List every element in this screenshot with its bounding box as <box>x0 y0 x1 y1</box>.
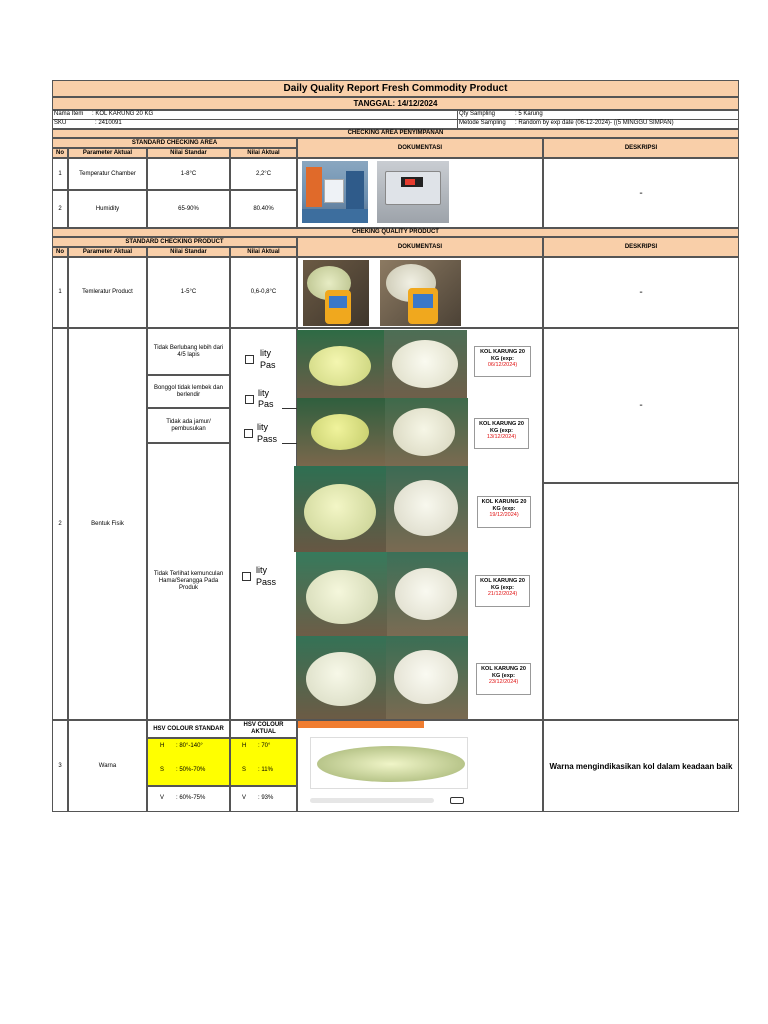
s1-row2-no: 2 <box>52 190 68 228</box>
sample-label-3-date: 19/12/2024) <box>489 512 519 518</box>
thermometer-photo-2 <box>380 260 461 326</box>
s1-row2-std: 65-90% <box>147 190 230 228</box>
s1-row1-no: 1 <box>52 158 68 190</box>
report-date: TANGGAL: 14/12/2024 <box>52 97 739 110</box>
section1-col-std: Nilai Standar <box>147 148 230 158</box>
section1-header: CHECKING AREA PENYIMPANAN <box>52 129 739 138</box>
hsv-act-v-key: V <box>242 795 247 801</box>
s2-row2-no: 2 <box>52 328 68 720</box>
cabbage-photo-2a <box>297 398 385 466</box>
s2-row1-desc: - <box>543 257 739 328</box>
battery-icon <box>450 797 464 804</box>
cabbage-icon <box>309 346 371 386</box>
hsv-std-s-val: : 50%-70% <box>176 767 206 773</box>
hsv-std-v-val: : 60%-75% <box>176 795 206 801</box>
metode-value: : Random by exp date (06-12-2024)- ((5 MINGGU SIMPAN) <box>515 120 674 126</box>
chamber-floor <box>302 209 368 223</box>
s1-row2-param: Humidity <box>68 190 147 228</box>
actual-column <box>230 328 297 720</box>
sample-label-1 <box>474 346 531 377</box>
section2-subheader: STANDARD CHECKING PRODUCT <box>52 237 297 247</box>
pass-text-2b: Pas <box>258 399 274 409</box>
thermometer-display <box>329 296 347 308</box>
pass-checkbox-1[interactable] <box>245 355 254 364</box>
pass-underline-3 <box>282 443 297 444</box>
section1-desc-header: DESKRIPSI <box>543 138 739 158</box>
s2-row2-param: Bentuk Fisik <box>68 328 147 720</box>
s2-row3-desc: Warna mengindikasikan kol dalam keadaan baik <box>543 720 739 812</box>
cabbage-icon <box>304 484 376 540</box>
sku-value: : 2410091 <box>95 120 122 126</box>
sample-label-4-date: 21/12/2024) <box>487 591 518 597</box>
sample-label-3 <box>477 496 531 528</box>
section1-col-no: No <box>52 148 68 158</box>
section2-col-no: No <box>52 247 68 257</box>
hsv-std-h-val: : 80°-140° <box>176 743 203 749</box>
sample-label-2-name: KOL KARUNG 20 KG (exp: <box>479 421 524 434</box>
s1-row1-act: 2,2°C <box>230 158 297 190</box>
pass-text-1a: lity <box>260 348 271 358</box>
hsv-act-h-key: H <box>242 743 247 749</box>
sample-label-2 <box>474 418 529 449</box>
thermohygrometer-device <box>324 179 344 203</box>
cabbage-icon <box>311 414 369 450</box>
controller-led <box>405 179 415 185</box>
cabbage-photo-4a <box>296 552 387 636</box>
section1-col-act: Nilai Aktual <box>230 148 297 158</box>
controller-photo <box>377 161 449 223</box>
s2-row3-no: 3 <box>52 720 68 812</box>
cabbage-icon <box>317 746 465 782</box>
hsv-act-v-val: : 93% <box>258 795 274 801</box>
section1-col-param: Parameter Aktual <box>68 148 147 158</box>
sample-label-3-name: KOL KARUNG 20 KG (exp: <box>481 499 527 512</box>
cabbage-icon <box>306 652 376 706</box>
cabbage-photo-4b <box>387 552 468 636</box>
std-item-3: Tidak ada jamur/ pembusukan <box>147 408 230 443</box>
hsv-act-s-val: : 11% <box>258 767 273 773</box>
pass-text-4b: Pass <box>256 577 277 587</box>
s2-row1-act: 0,6-0,8°C <box>230 257 297 328</box>
thermometer-photo-1 <box>303 260 369 326</box>
pass-text-3b: Pass <box>257 434 278 444</box>
cabbage-icon <box>394 650 458 704</box>
chamber-shelf-orange <box>306 167 322 207</box>
s1-row1-param: Temperatur Chamber <box>68 158 147 190</box>
sample-label-1-date: 06/12/2024) <box>487 362 518 368</box>
report-title: Daily Quality Report Fresh Commodity Product <box>52 80 739 97</box>
s1-row2-act: 80.40% <box>230 190 297 228</box>
cabbage-photo-5b <box>386 636 468 719</box>
hsv-std-h-key: H <box>160 743 165 749</box>
hsv-app-photo <box>310 737 468 789</box>
cabbage-icon <box>393 408 455 456</box>
hsv-app-slider[interactable] <box>310 798 434 803</box>
section1-doc-header: DOKUMENTASI <box>297 138 543 158</box>
section1-subheader: STANDARD CHECKING AREA <box>52 138 297 148</box>
sample-label-1-name: KOL KARUNG 20 KG (exp: <box>480 349 525 362</box>
pass-checkbox-4[interactable] <box>242 572 251 581</box>
s1-desc: - <box>543 158 739 228</box>
s2-row2-desc: - <box>543 328 739 483</box>
pass-text-2a: lity <box>258 388 269 398</box>
pass-checkbox-2[interactable] <box>245 395 254 404</box>
s1-row1-std: 1-8°C <box>147 158 230 190</box>
qty-label: Qty Sampling <box>459 111 496 117</box>
pass-text-4a: lity <box>256 565 267 575</box>
nama-item-value: : KOL KARUNG 20 KG <box>92 111 154 117</box>
sample-label-5-date: 23/12/2024) <box>488 679 519 685</box>
chamber-photo <box>302 161 368 223</box>
nama-item-label: Nama Item <box>54 111 84 117</box>
section2-doc-header: DOKUMENTASI <box>297 237 543 257</box>
hsv-std-s-key: S <box>160 767 165 773</box>
cabbage-photo-5a <box>296 636 386 719</box>
section2-header: CHEKING QUALITY PRODUCT <box>52 228 739 237</box>
s2-row3-param: Warna <box>68 720 147 812</box>
pass-text-1b: Pas <box>260 360 276 370</box>
cabbage-photo-1a <box>297 330 384 398</box>
cabbage-icon <box>394 480 458 536</box>
thermometer-display <box>413 294 433 308</box>
s2-row1-param: Temleratur Product <box>68 257 147 328</box>
sample-label-5-name: KOL KARUNG 20 KG (exp: <box>481 666 526 679</box>
hsv-act-header: HSV COLOUR AKTUAL <box>230 720 297 738</box>
sample-label-4 <box>475 575 530 607</box>
pass-underline-2 <box>282 408 297 409</box>
s2-row2-desc-empty <box>543 483 739 720</box>
std-item-2: Bonggol tidak lembek dan berlendir <box>147 375 230 408</box>
hsv-std-header: HSV COLOUR STANDAR <box>147 720 230 738</box>
section2-col-act: Nilai Aktual <box>230 247 297 257</box>
s2-row1-no: 1 <box>52 257 68 328</box>
cabbage-photo-3a <box>294 466 386 552</box>
sample-label-5 <box>476 663 531 695</box>
std-item-1: Tidak Berlubang lebih dari 4/5 lapis <box>147 328 230 375</box>
std-item-4: Tidak Terlihat kemunculan Hama/Serangga Pada Produk <box>147 443 230 720</box>
section2-col-std: Nilai Standar <box>147 247 230 257</box>
qty-value: : 5 Karung <box>515 111 543 117</box>
s2-row1-std: 1-5°C <box>147 257 230 328</box>
cabbage-icon <box>392 340 458 388</box>
cabbage-photo-1b <box>384 330 467 398</box>
pass-text-3a: lity <box>257 422 268 432</box>
sample-label-2-date: 13/12/2024) <box>486 434 517 440</box>
cabbage-icon <box>395 568 457 620</box>
hsv-std-v-key: V <box>160 795 165 801</box>
hsv-app-toolbar <box>298 721 424 728</box>
cabbage-photo-2b <box>385 398 468 466</box>
section2-desc-header: DESKRIPSI <box>543 237 739 257</box>
sku-label: SKU <box>54 120 67 126</box>
hsv-act-h-val: : 70° <box>258 743 271 749</box>
pass-checkbox-3[interactable] <box>244 429 253 438</box>
section2-col-param: Parameter Aktual <box>68 247 147 257</box>
hsv-act-s-key: S <box>242 767 247 773</box>
sample-label-4-name: KOL KARUNG 20 KG (exp: <box>480 578 525 591</box>
metode-label: Metode Sampling <box>459 120 506 126</box>
info-col-divider <box>457 110 458 129</box>
cabbage-icon <box>306 570 378 624</box>
cabbage-photo-3b <box>386 466 468 552</box>
